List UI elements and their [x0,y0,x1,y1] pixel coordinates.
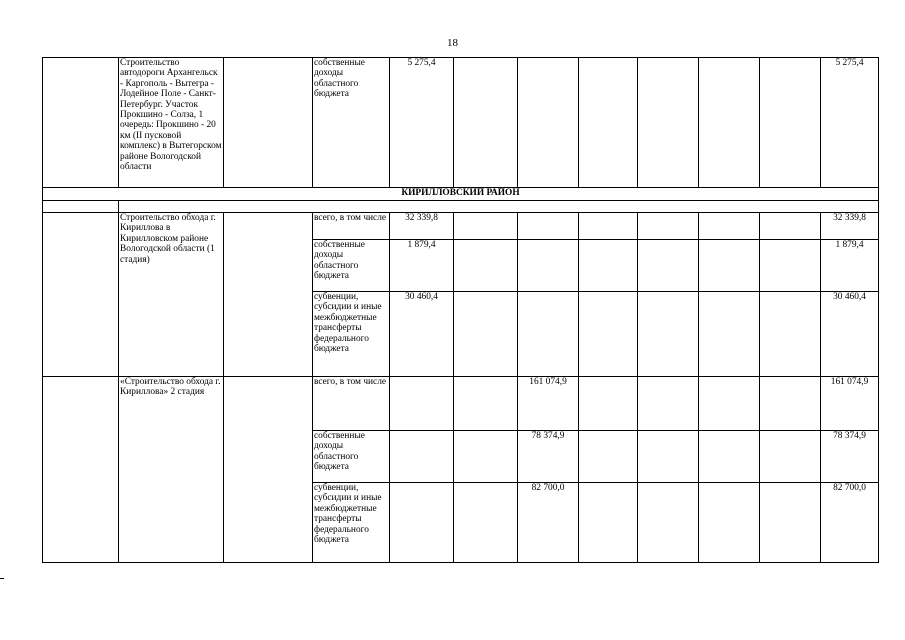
value-cell: 5 275,4 [390,58,454,188]
empty-cell [518,240,579,292]
empty-cell [224,58,313,188]
empty-cell [699,483,760,563]
funding-source-cell: всего, в том числе [313,377,390,431]
empty-cell [699,58,760,188]
section-title: КИРИЛЛОВСКИЙ РАЙОН [43,188,879,201]
empty-cell [638,292,699,377]
empty-cell [699,213,760,240]
empty-cell [579,377,638,431]
empty-cell [699,240,760,292]
funding-source-cell: собственные доходы областного бюджета [313,58,390,188]
empty-cell [518,213,579,240]
funding-source-cell: собственные доходы областного бюджета [313,431,390,483]
total-cell: 32 339,8 [821,213,879,240]
empty-cell [579,431,638,483]
empty-cell [579,292,638,377]
empty-cell [224,213,313,377]
funding-source-cell: субвенции, субсидии и иные межбюджетные трансферты федерального бюджета [313,292,390,377]
empty-cell [454,431,518,483]
empty-cell [760,377,821,431]
row-number-cell [43,377,119,563]
empty-cell [760,240,821,292]
empty-cell [638,240,699,292]
empty-cell [760,213,821,240]
page-number: 18 [447,37,458,49]
value-cell: 1 879,4 [390,240,454,292]
row-number-cell [43,58,119,188]
row-number-cell [43,213,119,377]
empty-cell [579,483,638,563]
empty-cell [638,431,699,483]
empty-cell [579,213,638,240]
empty-cell [454,377,518,431]
value-cell: 30 460,4 [390,292,454,377]
value-cell: 32 339,8 [390,213,454,240]
empty-cell [699,377,760,431]
value-cell: 161 074,9 [518,377,579,431]
value-cell: 78 374,9 [518,431,579,483]
total-cell: 82 700,0 [821,483,879,563]
empty-cell [760,58,821,188]
empty-cell [638,483,699,563]
empty-cell [699,292,760,377]
empty-cell [579,240,638,292]
scan-mark [0,578,4,579]
section-row [43,188,879,201]
empty-cell [760,431,821,483]
empty-cell [43,201,119,213]
empty-cell [390,431,454,483]
total-cell: 1 879,4 [821,240,879,292]
funding-source-cell: субвенции, субсидии и иные межбюджетные трансферты федерального бюджета [313,483,390,563]
empty-cell [454,483,518,563]
empty-cell [119,201,879,213]
empty-cell [760,292,821,377]
table-row [43,213,879,240]
total-cell: 5 275,4 [821,58,879,188]
empty-cell [638,58,699,188]
funding-source-cell: собственные доходы областного бюджета [313,240,390,292]
empty-cell [224,377,313,563]
empty-cell [579,58,638,188]
value-cell: 82 700,0 [518,483,579,563]
total-cell: 78 374,9 [821,431,879,483]
object-name-cell: Строительство обхода г. Кириллова в Кирилловском районе Вологодской области (1 стадия) [119,213,224,377]
empty-cell [390,377,454,431]
total-cell: 30 460,4 [821,292,879,377]
empty-cell [454,58,518,188]
spacer-row [43,201,879,213]
object-name-cell: Строительство автодороги Архангельск - Каргополь - Вытегра - Лодейное Поле - Санкт-Петербург. Участок Прокшино - Солза, 1 очередь: Прокшино - 20 км (II пусковой комплекс) в Вытегорском районе Вологодской области [119,58,224,188]
empty-cell [760,483,821,563]
empty-cell [454,292,518,377]
empty-cell [699,431,760,483]
empty-cell [638,377,699,431]
funding-source-cell: всего, в том числе [313,213,390,240]
total-cell: 161 074,9 [821,377,879,431]
empty-cell [518,58,579,188]
table-row [43,377,879,431]
empty-cell [454,240,518,292]
empty-cell [638,213,699,240]
empty-cell [518,292,579,377]
object-name-cell: «Строительство обхода г. Кириллова» 2 стадия [119,377,224,563]
table-row [43,58,879,188]
empty-cell [390,483,454,563]
investment-table [42,57,879,563]
empty-cell [454,213,518,240]
